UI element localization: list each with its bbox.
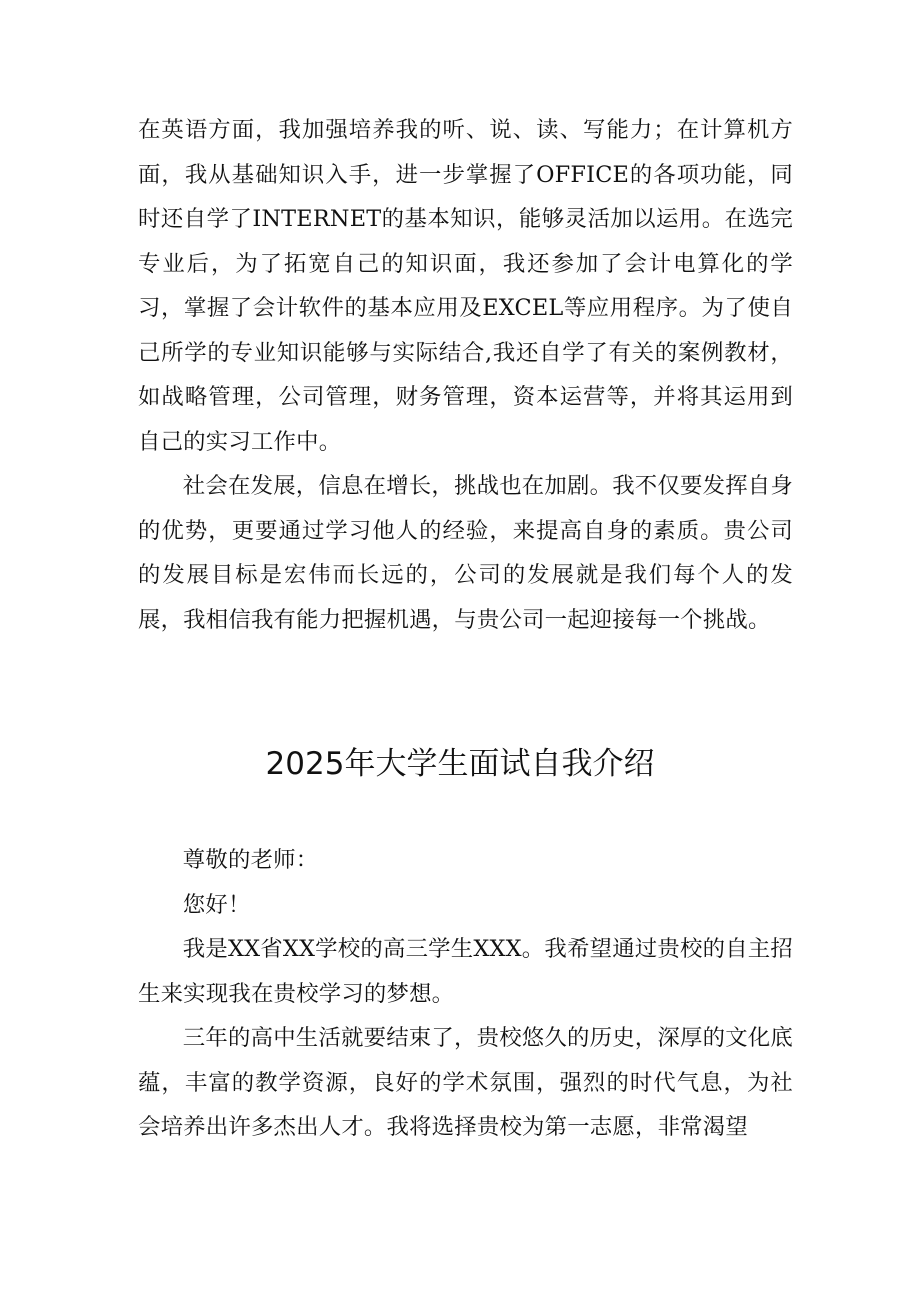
- paragraph-skills: 在英语方面，我加强培养我的听、说、读、写能力；在计算机方面，我从基础知识入手，进一步掌握了OFFICE的各项功能，同时还自学了INTERNET的基本知识，能够灵活加以运用。在选完专业后，为了拓宽自己的知识面，我还参加了会计电算化的学习，掌握了会计软件的基本应用及EXCEL等应用程序。为了使自己所学的专业知识能够与实际结合,我还自学了有关的案例教材，如战略管理，公司管理，财务管理，资本运营等，并将其运用到自己的实习工作中。: [138, 117, 793, 455]
- paragraph-development: 社会在发展，信息在增长，挑战也在加剧。我不仅要发挥自身的优势，更要通过学习他人的经验，来提高自身的素质。贵公司的发展目标是宏伟而长远的，公司的发展就是我们每个人的发展，我相信我有能力把握机遇，与贵公司一起迎接每一个挑战。: [138, 473, 793, 633]
- previous-section-text: [138, 108, 793, 642]
- letter-body: [138, 838, 793, 1150]
- greeting: 您好！: [182, 891, 251, 918]
- paragraph-school-praise: 三年的高中生活就要结束了，贵校悠久的历史，深厚的文化底蕴，丰富的教学资源，良好的学术氛围，强烈的时代气息，为社会培养出许多杰出人才。我将选择贵校为第一志愿，非常渴望: [138, 1025, 793, 1140]
- paragraph-introduction: 我是XX省XX学校的高三学生XXX。我希望通过贵校的自主招生来实现我在贵校学习的梦想。: [138, 936, 793, 1007]
- document-title: 2025年大学生面试自我介绍: [265, 746, 655, 782]
- salutation: 尊敬的老师：: [182, 847, 319, 873]
